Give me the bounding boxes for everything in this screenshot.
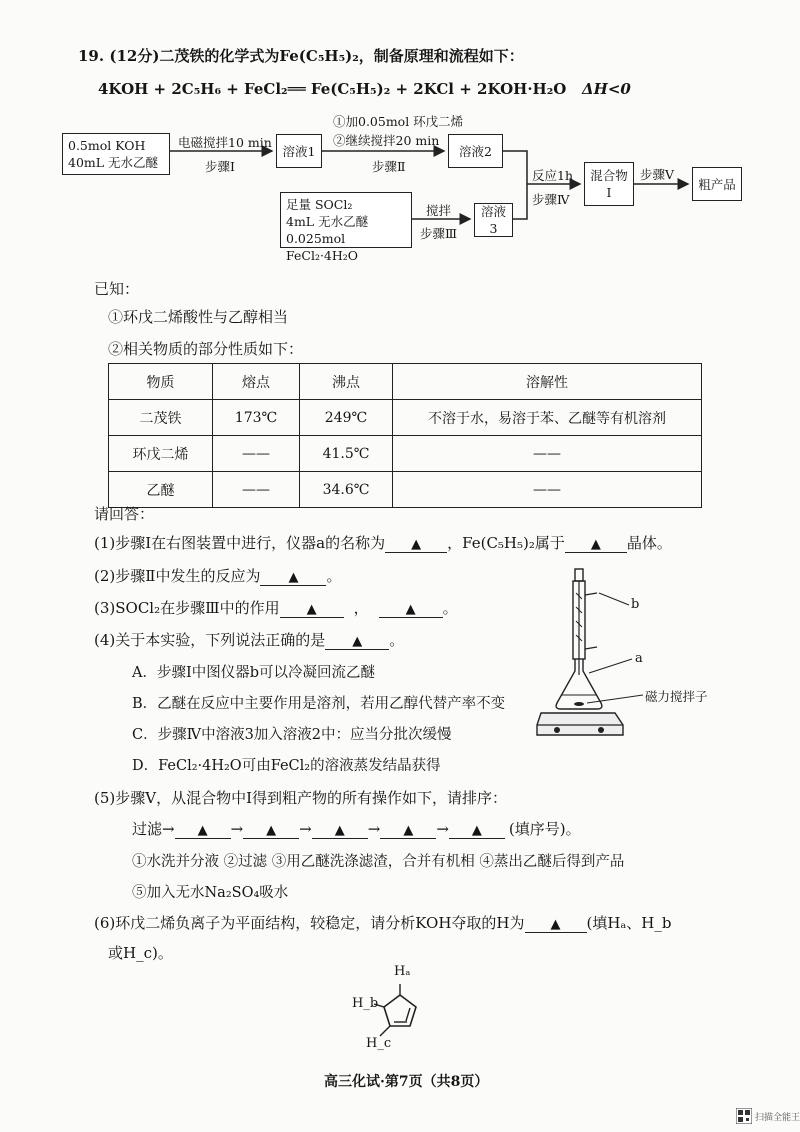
reagent-box: 足量 SOCl₂ 4mL 无水乙醚 0.025mol FeCl₂·4H₂O bbox=[280, 192, 412, 248]
table-cell: —— bbox=[393, 436, 702, 472]
known-title: 已知： bbox=[94, 280, 140, 298]
table-cell: 乙醚 bbox=[109, 472, 213, 508]
answer-blank[interactable]: ▲ bbox=[525, 914, 587, 933]
table-cell: —— bbox=[393, 472, 702, 508]
option-a[interactable]: A．步骤Ⅰ中图仪器b可以冷凝回流乙醚 bbox=[132, 665, 375, 681]
cyclopentadiene-structure bbox=[350, 962, 470, 1057]
question-number: 19. bbox=[78, 47, 105, 65]
answer-blank[interactable]: ▲ bbox=[243, 820, 299, 839]
enthalpy-change: ΔH<0 bbox=[582, 80, 631, 98]
product-box: 粗产品 bbox=[692, 167, 742, 201]
step2-condition-2: ②继续搅拌20 min bbox=[333, 133, 440, 148]
mixture-box: 混合物 Ⅰ bbox=[584, 162, 634, 206]
start-box: 0.5mol KOH 40mL 无水乙醚 bbox=[62, 133, 170, 175]
question-4: (4)关于本实验，下列说法正确的是 ▲ 。 bbox=[94, 631, 405, 649]
answer-blank[interactable]: ▲ bbox=[385, 534, 447, 553]
question-1: (1)步骤Ⅰ在右图装置中进行，仪器a的名称为 ▲ ，Fe(C₅H₅)₂属于 ▲ 晶体。 bbox=[94, 534, 672, 552]
solution3-box: 溶液3 bbox=[474, 203, 513, 237]
table-cell: 不溶于水，易溶于苯、乙醚等有机溶剂 bbox=[393, 400, 702, 436]
question-6-cont: 或H_c)。 bbox=[108, 944, 173, 962]
solution2-box: 溶液2 bbox=[448, 134, 503, 168]
table-cell: 41.5℃ bbox=[300, 436, 393, 472]
table-row bbox=[109, 436, 702, 472]
table-header: 沸点 bbox=[300, 364, 393, 400]
answer-blank[interactable]: ▲ bbox=[380, 820, 436, 839]
table-cell: 173℃ bbox=[213, 400, 300, 436]
step2-label: 步骤Ⅱ bbox=[372, 159, 406, 174]
answer-blank[interactable]: ▲ bbox=[312, 820, 368, 839]
answer-blank[interactable]: ▲ bbox=[175, 820, 231, 839]
option-d[interactable]: D．FeCl₂·4H₂O可由FeCl₂的溶液蒸发结晶获得 bbox=[132, 758, 441, 774]
table-cell: 249℃ bbox=[300, 400, 393, 436]
known-item-2: ②相关物质的部分性质如下： bbox=[108, 340, 304, 358]
table-header: 熔点 bbox=[213, 364, 300, 400]
table-cell: —— bbox=[213, 472, 300, 508]
label-hc: H_c bbox=[366, 1036, 392, 1051]
question-5: (5)步骤Ⅴ，从混合物中Ⅰ得到粗产物的所有操作如下，请排序： bbox=[94, 789, 508, 807]
answer-blank[interactable]: ▲ bbox=[325, 631, 389, 650]
q5-operations-2: ⑤加入无水Na₂SO₄吸水 bbox=[132, 885, 289, 901]
table-cell: 环戊二烯 bbox=[109, 436, 213, 472]
step1-condition: 电磁搅拌10 min bbox=[178, 135, 272, 150]
step4-label: 步骤Ⅳ bbox=[532, 192, 570, 207]
table-header-row bbox=[109, 364, 702, 400]
reaction-equation: 4KOH + 2C₅H₆ + FeCl₂══ Fe(C₅H₅)₂ + 2KCl + 2KOH·H₂O ΔH<0 bbox=[98, 80, 631, 98]
answer-prompt: 请回答： bbox=[94, 505, 155, 523]
step3-condition: 搅拌 bbox=[426, 203, 452, 218]
step3-label: 步骤Ⅲ bbox=[420, 226, 458, 241]
table-cell: —— bbox=[213, 436, 300, 472]
question-2: (2)步骤Ⅱ中发生的反应为 ▲ 。 bbox=[94, 567, 342, 585]
question-6: (6)环戊二烯负离子为平面结构，较稳定，请分析KOH夺取的H为 ▲ (填Hₐ、H_b bbox=[94, 914, 672, 932]
label-b: b bbox=[631, 597, 640, 612]
page-footer: 高三化试·第7页（共8页） bbox=[324, 1074, 489, 1090]
label-stirrer: 磁力搅拌子 bbox=[645, 689, 708, 704]
table-row bbox=[109, 400, 702, 436]
step5-label: 步骤Ⅴ bbox=[640, 167, 675, 182]
label-hb: H_b bbox=[352, 996, 379, 1011]
reflux-apparatus-icon bbox=[535, 563, 705, 753]
answer-blank[interactable]: ▲ bbox=[280, 599, 344, 618]
answer-blank[interactable]: ▲ bbox=[379, 599, 443, 618]
table-cell: 34.6℃ bbox=[300, 472, 393, 508]
solution1-box: 溶液1 bbox=[276, 134, 322, 168]
qr-code-icon bbox=[736, 1108, 752, 1124]
properties-table bbox=[108, 363, 702, 508]
answer-blank[interactable]: ▲ bbox=[565, 534, 627, 553]
label-ha: Hₐ bbox=[394, 964, 411, 979]
label-a: a bbox=[635, 651, 643, 666]
table-header: 物质 bbox=[109, 364, 213, 400]
step4-condition: 反应1h bbox=[532, 168, 574, 183]
step2-condition-1: ①加0.05mol 环戊二烯 bbox=[333, 114, 464, 129]
answer-blank[interactable]: ▲ bbox=[449, 820, 505, 839]
option-b[interactable]: B．乙醚在反应中主要作用是溶剂，若用乙醇代替产率不变 bbox=[132, 696, 506, 712]
answer-blank[interactable]: ▲ bbox=[260, 567, 326, 586]
table-cell: 二茂铁 bbox=[109, 400, 213, 436]
scanner-watermark: 扫描全能王 bbox=[736, 1108, 800, 1124]
question-3: (3)SOCl₂在步骤Ⅲ中的作用 ▲ ， ▲ 。 bbox=[94, 599, 458, 617]
q5-operations-1: ①水洗并分液 ②过滤 ③用乙醚洗涤滤渣，合并有机相 ④蒸出乙醚后得到产品 bbox=[132, 854, 625, 870]
apparatus-diagram bbox=[535, 563, 708, 753]
known-item-1: ①环戊二烯酸性与乙醇相当 bbox=[108, 308, 289, 326]
table-header: 溶解性 bbox=[393, 364, 702, 400]
step1-label: 步骤Ⅰ bbox=[205, 159, 235, 174]
question-intro: 19. (12分)二茂铁的化学式为Fe(C₅H₅)₂，制备原理和流程如下： bbox=[78, 47, 524, 65]
q5-sequence: 过滤→ ▲ → ▲ → ▲ → ▲ → ▲ (填序号)。 bbox=[132, 820, 581, 838]
option-c[interactable]: C．步骤Ⅳ中溶液3加入溶液2中：应当分批次缓慢 bbox=[132, 727, 452, 743]
table-row bbox=[109, 472, 702, 508]
